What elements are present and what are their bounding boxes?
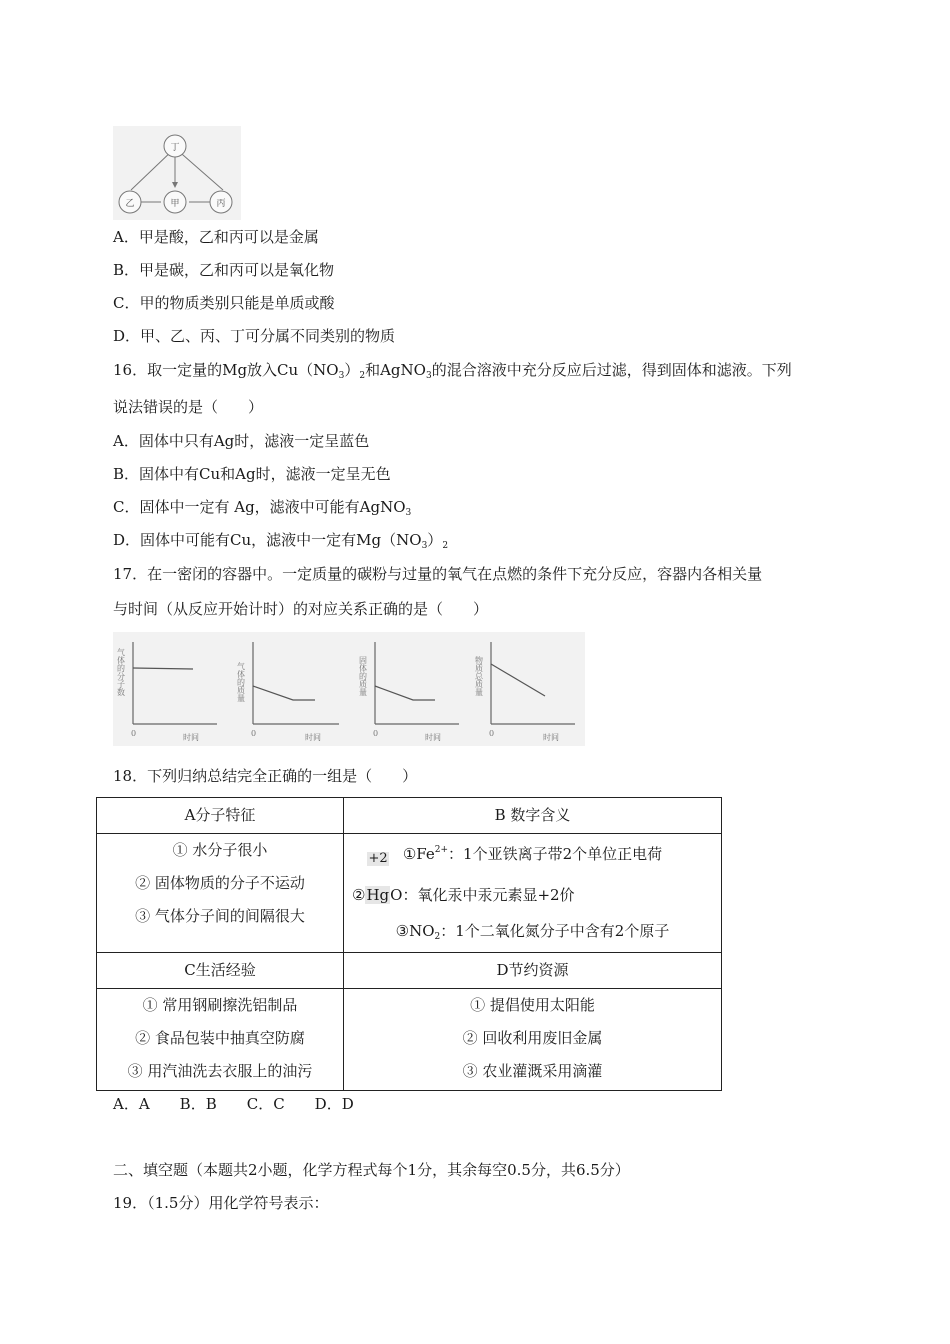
q15-option-a: A．甲是酸，乙和丙可以是金属 (113, 228, 319, 246)
relation-diagram-svg (113, 126, 241, 220)
q17-graphs (113, 632, 585, 746)
d-item-3: ③ 农业灌溉采用滴灌 (462, 1062, 603, 1080)
graph-a-origin: 0 (131, 729, 137, 738)
cell-c-header: C生活经验 (97, 953, 344, 989)
graph-b (237, 642, 340, 742)
q17-graphs-svg (113, 632, 585, 746)
b-item-2: ② +2 HgO：氧化汞中汞元素显+2价 (352, 851, 575, 904)
cell-d-header: D节约资源 (344, 953, 722, 989)
relation-diagram (113, 126, 241, 220)
a-item-2: ② 固体物质的分子不运动 (135, 874, 305, 892)
q16-option-b: B．固体中有Cu和Ag时，滤液一定呈无色 (113, 465, 391, 483)
q15-option-d: D．甲、乙、丙、丁可分属不同类别的物质 (113, 327, 396, 345)
q17-stem-line2: 与时间（从反应开始计时）的对应关系正确的是（ ） (113, 600, 489, 618)
graph-b-origin: 0 (251, 729, 257, 738)
node-yi: 乙 (125, 199, 135, 209)
c-item-2: ② 食品包装中抽真空防腐 (135, 1029, 305, 1047)
q16-option-a: A．固体中只有Ag时，滤液一定呈蓝色 (113, 432, 370, 450)
q16-stem: 16．取一定量的Mg放入$Cu(NO_3)_2$和AgNO$_3$的混合溶液中充分反应后过滤，得到固体和滤液。下列 (113, 361, 792, 381)
graph-d-ylabel: 物质总质量 (474, 656, 484, 696)
d-item-2: ② 回收利用废旧金属 (462, 1029, 603, 1047)
q18-answer-options: A．A B．B C．C D．D (113, 1095, 354, 1113)
cell-a-content (97, 834, 344, 953)
q16-option-d: D．固体中可能有Cu，滤液中一定有$Mg(NO_3)_2$ (113, 531, 449, 551)
graph-d-origin: 0 (489, 729, 495, 738)
q17-stem: 17．在一密闭的容器中。一定质量的碳粉与过量的氧气在点燃的条件下充分反应，容器内各相关量 (113, 565, 763, 583)
c-item-3: ③ 用汽油洗去衣服上的油污 (127, 1062, 313, 1080)
cell-b-header: B 数字含义 (344, 798, 722, 834)
graph-b-ylabel: 气体的质量 (236, 662, 246, 702)
q16-stem-line2: 说法错误的是（ ） (113, 398, 264, 416)
graph-b-xlabel: 时间 (305, 733, 321, 742)
b-item-1: $①Fe^{2+}$：1个亚铁离子带2个单位正电荷 (402, 845, 663, 863)
c-item-1: ① 常用钢刷擦洗铝制品 (142, 996, 298, 1014)
d-item-1: ① 提倡使用太阳能 (470, 996, 595, 1014)
section2-title: 二、填空题（本题共2小题，化学方程式每个1分，其余每空0.5分，共6.5分） (113, 1161, 630, 1179)
cell-c-content (97, 989, 344, 1091)
graph-c-origin: 0 (373, 729, 379, 738)
cell-a-header: A分子特征 (97, 798, 344, 834)
cell-b-content (344, 834, 722, 953)
q16-option-c: C．固体中一定有 Ag，滤液中可能有AgNO$_3$ (113, 498, 412, 518)
node-ding: 丁 (170, 143, 180, 153)
q15-option-c: C．甲的物质类别只能是单质或酸 (113, 294, 335, 312)
graph-c-ylabel: 固体的质量 (358, 656, 368, 696)
q15-option-b: B．甲是碳，乙和丙可以是氧化物 (113, 261, 335, 279)
graph-c (359, 642, 460, 742)
a-item-3: ③ 气体分子间的间隔很大 (135, 907, 305, 925)
q18-table (96, 797, 722, 1091)
q18-stem: 18．下列归纳总结完全正确的一组是（ ） (113, 767, 418, 785)
graph-a-xlabel: 时间 (183, 733, 199, 742)
graph-d (474, 642, 576, 742)
graph-c-xlabel: 时间 (425, 733, 441, 742)
a-item-1: ① 水分子很小 (172, 841, 268, 859)
graph-a-ylabel: 气体的分子数 (116, 648, 126, 696)
node-jia: 甲 (170, 199, 180, 209)
q19-stem: 19．（1.5分）用化学符号表示： (113, 1194, 329, 1212)
node-bing: 丙 (216, 199, 226, 209)
cell-d-content (344, 989, 722, 1091)
graph-d-xlabel: 时间 (543, 733, 559, 742)
b-item-3: $③NO_2$：1个二氧化氮分子中含有2个原子 (395, 922, 670, 942)
graph-a (117, 642, 218, 742)
